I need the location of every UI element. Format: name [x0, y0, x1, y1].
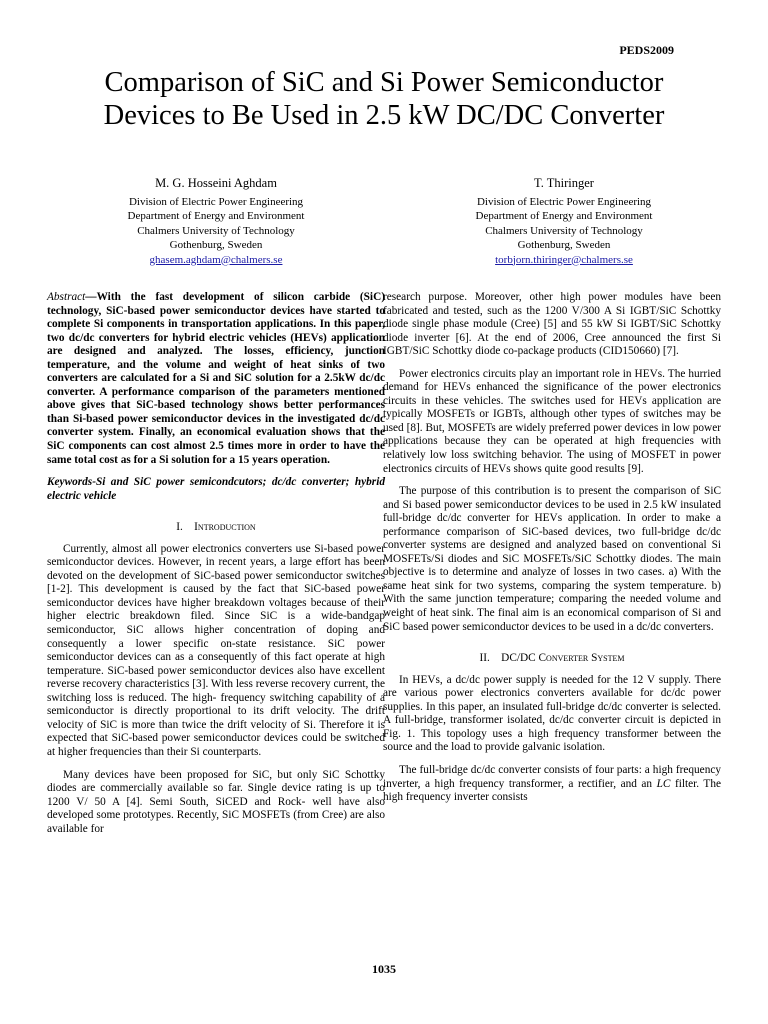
author-block-2: [394, 176, 734, 267]
paragraph: Currently, almost all power electronics converters use Si-based power semiconductor devices. However, in recent years, a large effort has been devoted on the development of SiC-based power semiconductor switches [1-2]. This development is caused by the fact that SiC-based power semiconductor devices have higher breakdown voltages because of their higher electric breakdown filed. Since SiC is a wide-bandgap semiconductor, SiC allows higher concentration of doping and consequently a lower specific on-state resistance. SiC power semiconductor devices can as a consequently of this fact operate at high temperature. SiC-based power semiconductor devices also have excellent reverse recovery characteristics [3]. With less reverse recovery current, the switching loss is reduced. The high- frequency switching capability of a semiconductor is directly proportional to its drift velocity. The drift velocity of SiC is more than twice the drift velocity of Si. Therefore it is expected that SiC-based power semiconductor devices could be switched at higher frequencies than their Si counterparts.: [47, 542, 385, 758]
author-email-link[interactable]: torbjorn.thiringer@chalmers.se: [495, 253, 633, 266]
section-heading-introduction: [47, 521, 385, 535]
paper-title: [0, 66, 768, 132]
title-line-2: Devices to Be Used in 2.5 kW DC/DC Converter: [103, 100, 665, 131]
page-number: 1035: [372, 962, 396, 976]
conference-label: PEDS2009: [619, 43, 674, 57]
paragraph: [383, 764, 721, 805]
paragraph: Many devices have been proposed for SiC, but only SiC Schottky diodes are commercially available so far. Single device rating is up to 1200 V/ 50 A [4]. Semi South, SiCED and Rock- well have also developed some prototypes. Recently, SiC MOSFETs (from Cree) are also available for: [47, 768, 385, 835]
left-column: [47, 291, 385, 836]
author-location: Gothenburg, Sweden: [517, 239, 611, 251]
section-title: Introduction: [194, 521, 256, 534]
abstract: [47, 291, 385, 467]
title-line-1: Comparison of SiC and Si Power Semiconductor: [104, 67, 664, 98]
paragraph: The purpose of this contribution is to present the comparison of SiC and Si based power semiconductor devices to be used in 2.5 kW insulated full-bridge dc/dc converter for HEVs application. In order to make a performance comparison of SiC-based devices, two full-bridge dc/dc converter systems are designed and analyzed based on conventional Si MOSFETs/Si diodes and SiC MOSFETs/SiC Schottky diodes. The main objective is to determine and analyze of losses in two cases. a) With the same heat sink for two systems, comparing the system temperature. b) With the same junction temperature; comparing the needed volume and weight of heat sink. The final aim is an economical comparison of Si and SiC based power semiconductor devices to be used in a dc/dc converters.: [383, 485, 721, 633]
author-division: Division of Electric Power Engineering: [128, 195, 304, 208]
paragraph: Power electronics circuits play an important role in HEVs. The hurried demand for HEVs enhanced the significance of the power electronics circuits in these vehicles. The switches used for HEVs application are typically MOSFETs or IGBTs, although other types of switches may be used [8]. But, MOSFETs are widely preferred power devices in low power applications because they can be operated at high frequencies with relatively low loss switching behavior. The using of MOSFET in power electronics circuits of HEVs shows quite good results [9].: [383, 367, 721, 475]
author-name: M. G. Hosseini Aghdam: [155, 176, 277, 190]
author-location: Gothenburg, Sweden: [169, 239, 263, 251]
paragraph-text: The full-bridge dc/dc converter consists of four parts: a high frequency inverter, a high frequency transformer, a rectifier, and an: [383, 763, 721, 790]
author-block-1: [46, 176, 386, 267]
paragraph: research purpose. Moreover, other high power modules have been fabricated and tested, such as the 1200 V/300 A Si IGBT/SiC Schottky diode single phase module (Cree) [5] and 55 kW Si IGBT/SiC Schottky diode inverter [6]. At the end of 2006, Cree announced the first Si IGBT/SiC Schottky diode co-package products (CID150660) [7].: [383, 291, 721, 358]
section-title: DC/DC Converter System: [501, 652, 625, 665]
author-university: Chalmers University of Technology: [485, 224, 643, 237]
author-department: Department of Energy and Environment: [127, 210, 305, 222]
author-university: Chalmers University of Technology: [137, 224, 295, 237]
lc-italic: LC: [656, 777, 671, 790]
section-number: I.: [176, 521, 183, 534]
abstract-label: Abstract: [47, 291, 86, 303]
right-column: [383, 291, 721, 805]
section-number: II.: [479, 652, 490, 665]
author-division: Division of Electric Power Engineering: [476, 195, 652, 208]
paragraph: In HEVs, a dc/dc power supply is needed for the 12 V supply. There are various power electronics converters available for dc/dc power supplies. In this paper, an insulated full-bridge dc/dc converter is selected. A full-bridge, transformer isolated, dc/dc converter circuit is depicted in Fig. 1. This topology uses a high frequency transformer between the source and the load to provide galvanic isolation.: [383, 673, 721, 754]
author-name: T. Thiringer: [534, 176, 594, 190]
section-heading-dcdc: [383, 652, 721, 666]
abstract-text: —With the fast development of silicon carbide (SiC) technology, SiC-based power semiconductor devices have started to complete Si components in transportation applications. In this paper, two dc/dc converters for hybrid electric vehicles (HEVs) application are designed and analyzed. The losses, efficiency, junction temperature, and the volume and weight of heat sinks of two converters are calculated for a Si and SiC solution for a 2.5kW dc/dc converter. A performance comparison of the parameters mentioned above gives that SiC-based technology shows better performances than Si-based power semiconductor devices in the investigated dc/dc converter system. Finally, an economical evaluation shows that the SiC components can cost almost 2.5 times more in order to have the same total cost as for a Si solution for a 15 years operation.: [47, 291, 385, 466]
keywords: Keywords-Si and SiC power semicondcutors; dc/dc converter; hybrid electric vehicle: [47, 476, 385, 502]
paragraph-text: filter. The high frequency inverter consists: [383, 777, 721, 804]
author-department: Department of Energy and Environment: [475, 210, 653, 222]
author-email-link[interactable]: ghasem.aghdam@chalmers.se: [149, 253, 283, 266]
